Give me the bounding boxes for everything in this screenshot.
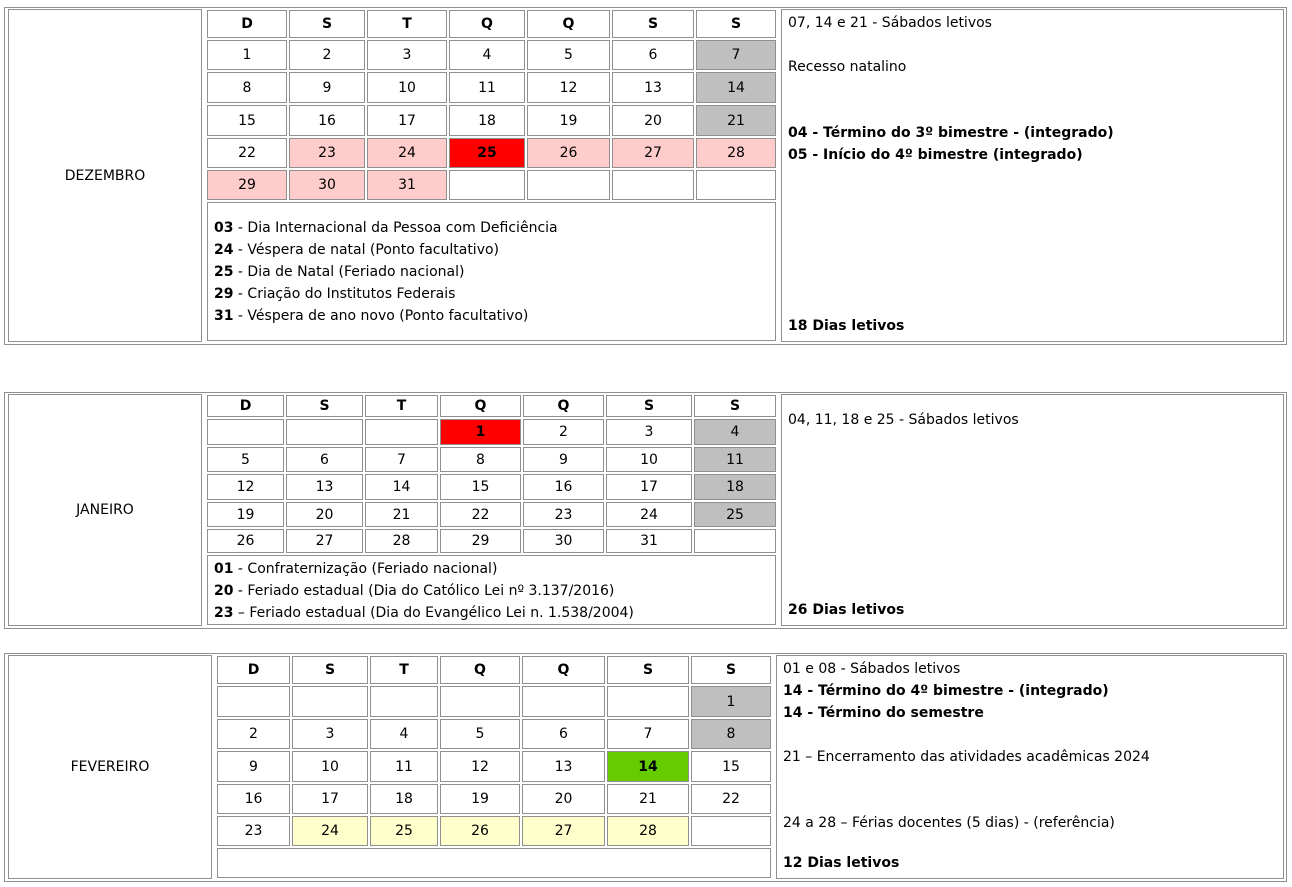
- day-cell: 1: [207, 40, 287, 70]
- empty-day-cell: [440, 686, 520, 717]
- school-days-total: 26 Dias letivos: [788, 602, 905, 618]
- day-cell: 31: [606, 529, 692, 553]
- weekday-header: S: [286, 395, 363, 417]
- day-cell: 3: [367, 40, 447, 70]
- day-cell: 30: [523, 529, 604, 553]
- note-line: [214, 283, 769, 305]
- info-line: [783, 768, 1277, 790]
- day-cell: 27: [286, 529, 363, 553]
- empty-day-cell: [696, 170, 776, 200]
- empty-day-cell: [286, 419, 363, 445]
- day-cell: 24: [367, 138, 447, 168]
- note-line: [214, 261, 769, 283]
- info-line: 07, 14 e 21 - Sábados letivos: [788, 15, 992, 31]
- day-cell: 25: [370, 816, 438, 846]
- day-cell: 1: [691, 686, 771, 717]
- month-info: [776, 655, 1284, 879]
- note-text: - Dia de Natal (Feriado nacional): [233, 264, 465, 280]
- info-line: 14 - Término do 4º bimestre - (integrado): [783, 683, 1109, 699]
- day-cell: 21: [607, 784, 689, 814]
- day-cell: 21: [696, 105, 776, 136]
- weekday-header: Q: [440, 656, 520, 684]
- note-text: - Confraternização (Feriado nacional): [233, 561, 498, 577]
- weekday-header: S: [694, 395, 776, 417]
- weekday-header: Q: [522, 656, 605, 684]
- day-cell: 8: [440, 447, 521, 472]
- day-cell: 2: [523, 419, 604, 445]
- note-text: – Feriado estadual (Dia do Evangélico Lei n. 1.538/2004): [233, 605, 634, 621]
- empty-day-cell: [207, 419, 284, 445]
- weekday-header: T: [370, 656, 438, 684]
- day-cell: 8: [207, 72, 287, 103]
- day-cell: 1: [440, 419, 521, 445]
- weekday-header: S: [691, 656, 771, 684]
- day-cell: 17: [292, 784, 368, 814]
- day-cell: 4: [449, 40, 525, 70]
- day-cell: 18: [694, 474, 776, 500]
- day-cell: 10: [606, 447, 692, 472]
- weekday-header: T: [367, 10, 447, 38]
- day-cell: 15: [440, 474, 521, 500]
- info-line: 21 – Encerramento das atividades acadêmicas 2024: [783, 749, 1150, 765]
- empty-day-cell: [292, 686, 368, 717]
- note-line: [214, 558, 769, 580]
- day-cell: 12: [440, 751, 520, 782]
- day-cell: 4: [370, 719, 438, 749]
- note-text: - Véspera de natal (Ponto facultativo): [233, 242, 500, 258]
- day-cell: 23: [217, 816, 290, 846]
- weekday-header: S: [607, 656, 689, 684]
- day-cell: 11: [449, 72, 525, 103]
- note-day: 01: [214, 561, 234, 577]
- info-line: 24 a 28 – Férias docentes (5 dias) - (referência): [783, 815, 1115, 831]
- day-cell: 11: [694, 447, 776, 472]
- day-cell: 5: [440, 719, 520, 749]
- month-name: JANEIRO: [8, 394, 202, 626]
- day-cell: 28: [365, 529, 438, 553]
- holiday-notes: [217, 848, 771, 878]
- day-cell: 23: [289, 138, 365, 168]
- day-cell: 29: [207, 170, 287, 200]
- note-line: [214, 580, 769, 602]
- day-cell: 20: [522, 784, 605, 814]
- empty-day-cell: [612, 170, 694, 200]
- note-day: 20: [214, 583, 234, 599]
- note-text: - Dia Internacional da Pessoa com Deficiência: [233, 220, 558, 236]
- day-cell: 19: [440, 784, 520, 814]
- day-cell: 2: [217, 719, 290, 749]
- info-line: [788, 34, 1277, 56]
- day-cell: 9: [289, 72, 365, 103]
- weekday-header: Q: [523, 395, 604, 417]
- day-cell: 11: [370, 751, 438, 782]
- day-cell: 2: [289, 40, 365, 70]
- day-cell: 14: [696, 72, 776, 103]
- note-day: 24: [214, 242, 234, 258]
- day-cell: 24: [292, 816, 368, 846]
- day-cell: 26: [527, 138, 610, 168]
- day-cell: 8: [691, 719, 771, 749]
- day-cell: 19: [527, 105, 610, 136]
- day-cell: 13: [612, 72, 694, 103]
- info-line: 05 - Início do 4º bimestre (integrado): [788, 147, 1083, 163]
- school-days-total: 18 Dias letivos: [788, 318, 905, 334]
- weekday-header: D: [207, 10, 287, 38]
- empty-day-cell: [691, 816, 771, 846]
- empty-day-cell: [365, 419, 438, 445]
- empty-day-cell: [522, 686, 605, 717]
- day-cell: 6: [522, 719, 605, 749]
- weekday-header: Q: [527, 10, 610, 38]
- day-cell: 5: [207, 447, 284, 472]
- day-cell: 23: [523, 502, 604, 527]
- note-line: [214, 239, 769, 261]
- day-cell: 19: [207, 502, 284, 527]
- weekday-header: D: [207, 395, 284, 417]
- month-name: FEVEREIRO: [8, 655, 212, 879]
- day-cell: 29: [440, 529, 521, 553]
- note-day: 25: [214, 264, 234, 280]
- note-day: 29: [214, 286, 234, 302]
- day-cell: 24: [606, 502, 692, 527]
- day-cell: 16: [523, 474, 604, 500]
- day-cell: 17: [606, 474, 692, 500]
- note-text: - Feriado estadual (Dia do Católico Lei nº 3.137/2016): [233, 583, 615, 599]
- info-line: [783, 724, 1277, 746]
- day-cell: 9: [217, 751, 290, 782]
- note-text: - Criação do Institutos Federais: [233, 286, 456, 302]
- info-line: 04 - Término do 3º bimestre - (integrado): [788, 125, 1114, 141]
- empty-day-cell: [694, 529, 776, 553]
- day-cell: 26: [207, 529, 284, 553]
- day-cell: 16: [289, 105, 365, 136]
- day-cell: 14: [365, 474, 438, 500]
- day-cell: 15: [207, 105, 287, 136]
- day-cell: 3: [292, 719, 368, 749]
- info-line: [788, 100, 1277, 122]
- day-cell: 15: [691, 751, 771, 782]
- info-line: 14 - Término do semestre: [783, 705, 984, 721]
- day-cell: 21: [365, 502, 438, 527]
- day-cell: 10: [367, 72, 447, 103]
- note-day: 23: [214, 605, 234, 621]
- day-cell: 6: [612, 40, 694, 70]
- day-cell: 12: [207, 474, 284, 500]
- weekday-header: T: [365, 395, 438, 417]
- day-cell: 25: [449, 138, 525, 168]
- weekday-header: Q: [449, 10, 525, 38]
- day-cell: 28: [696, 138, 776, 168]
- school-days-total: 12 Dias letivos: [783, 855, 900, 871]
- day-cell: 22: [207, 138, 287, 168]
- day-cell: 18: [449, 105, 525, 136]
- weekday-header: D: [217, 656, 290, 684]
- day-cell: 13: [522, 751, 605, 782]
- day-cell: 27: [612, 138, 694, 168]
- note-day: 03: [214, 220, 234, 236]
- empty-day-cell: [370, 686, 438, 717]
- weekday-header: Q: [440, 395, 521, 417]
- note-line: [214, 602, 769, 624]
- weekday-header: S: [696, 10, 776, 38]
- day-cell: 22: [440, 502, 521, 527]
- empty-day-cell: [449, 170, 525, 200]
- note-line: [214, 305, 769, 327]
- month-name: DEZEMBRO: [8, 9, 202, 342]
- day-cell: 25: [694, 502, 776, 527]
- day-cell: 5: [527, 40, 610, 70]
- note-line: [214, 217, 769, 239]
- info-line: Recesso natalino: [788, 59, 907, 75]
- day-cell: 13: [286, 474, 363, 500]
- day-cell: 28: [607, 816, 689, 846]
- day-cell: 3: [606, 419, 692, 445]
- weekday-header: S: [292, 656, 368, 684]
- day-cell: 10: [292, 751, 368, 782]
- weekday-header: S: [606, 395, 692, 417]
- empty-day-cell: [217, 686, 290, 717]
- day-cell: 22: [691, 784, 771, 814]
- weekday-header: S: [289, 10, 365, 38]
- day-cell: 18: [370, 784, 438, 814]
- day-cell: 7: [365, 447, 438, 472]
- day-cell: 27: [522, 816, 605, 846]
- month-info: [781, 9, 1284, 342]
- info-line: 04, 11, 18 e 25 - Sábados letivos: [788, 412, 1019, 428]
- day-cell: 7: [696, 40, 776, 70]
- day-cell: 20: [612, 105, 694, 136]
- empty-day-cell: [607, 686, 689, 717]
- day-cell: 31: [367, 170, 447, 200]
- weekday-header: S: [612, 10, 694, 38]
- note-text: - Véspera de ano novo (Ponto facultativo): [233, 308, 529, 324]
- info-line: 01 e 08 - Sábados letivos: [783, 661, 961, 677]
- day-cell: 17: [367, 105, 447, 136]
- day-cell: 9: [523, 447, 604, 472]
- day-cell: 4: [694, 419, 776, 445]
- note-day: 31: [214, 308, 234, 324]
- day-cell: 12: [527, 72, 610, 103]
- holiday-notes: [207, 202, 776, 341]
- day-cell: 26: [440, 816, 520, 846]
- day-cell: 6: [286, 447, 363, 472]
- day-cell: 7: [607, 719, 689, 749]
- empty-day-cell: [527, 170, 610, 200]
- holiday-notes: [207, 555, 776, 625]
- day-cell: 20: [286, 502, 363, 527]
- info-line: [783, 790, 1277, 812]
- info-line: [788, 78, 1277, 100]
- month-info: [781, 394, 1284, 626]
- day-cell: 16: [217, 784, 290, 814]
- day-cell: 14: [607, 751, 689, 782]
- day-cell: 30: [289, 170, 365, 200]
